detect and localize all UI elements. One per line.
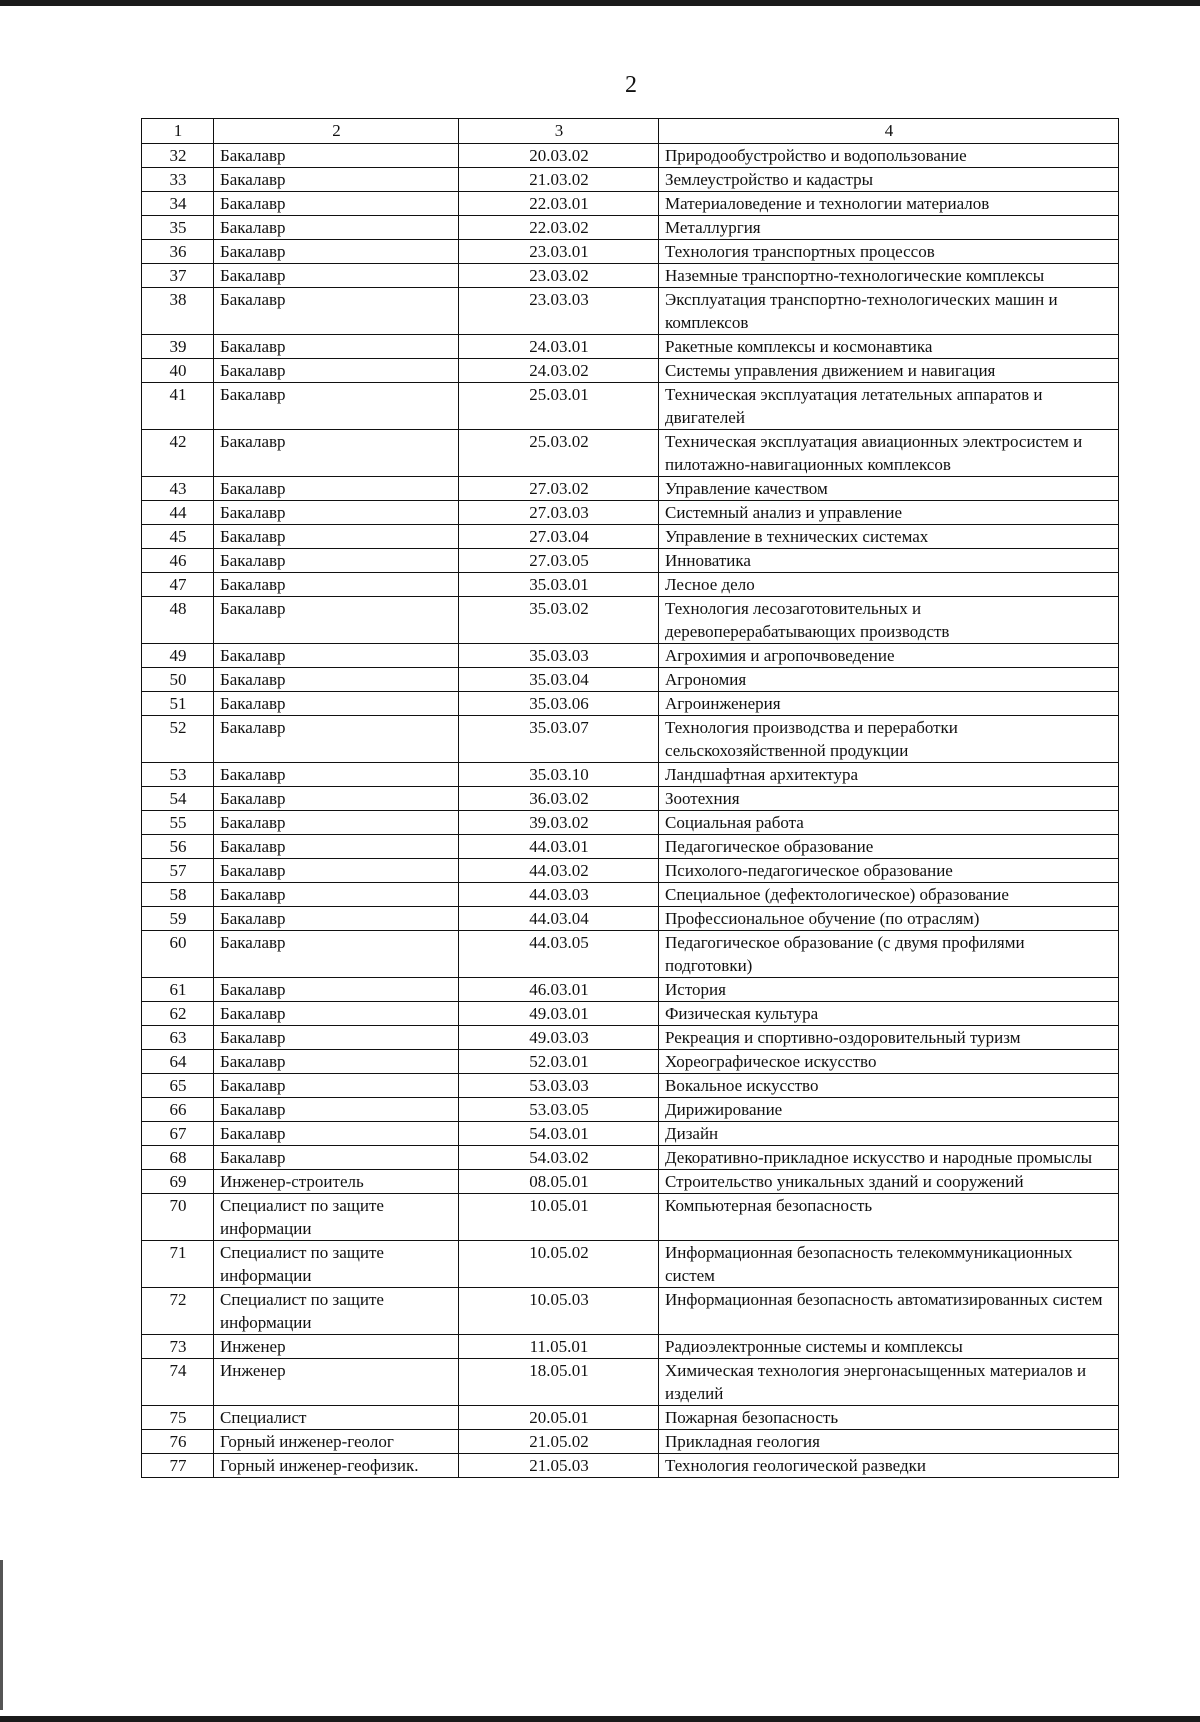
row-code: 23.03.03 bbox=[459, 288, 659, 335]
page-number: 2 bbox=[625, 72, 637, 98]
row-qualification: Инженер bbox=[214, 1359, 459, 1406]
row-qualification: Бакалавр bbox=[214, 501, 459, 525]
row-qualification: Бакалавр bbox=[214, 288, 459, 335]
table-row bbox=[142, 931, 1119, 978]
row-specialty-name: Социальная работа bbox=[659, 811, 1119, 835]
table-row bbox=[142, 644, 1119, 668]
row-qualification: Горный инженер-геофизик. bbox=[214, 1454, 459, 1478]
row-number: 46 bbox=[142, 549, 214, 573]
row-specialty-name: Радиоэлектронные системы и комплексы bbox=[659, 1335, 1119, 1359]
row-specialty-name: Материаловедение и технологии материалов bbox=[659, 192, 1119, 216]
row-number: 49 bbox=[142, 644, 214, 668]
row-code: 35.03.03 bbox=[459, 644, 659, 668]
table-row bbox=[142, 763, 1119, 787]
scan-border-top bbox=[0, 0, 1200, 6]
row-code: 27.03.04 bbox=[459, 525, 659, 549]
row-specialty-name: Педагогическое образование (с двумя профилями подготовки) bbox=[659, 931, 1119, 978]
row-number: 62 bbox=[142, 1002, 214, 1026]
row-qualification: Инженер-строитель bbox=[214, 1170, 459, 1194]
table-row bbox=[142, 168, 1119, 192]
row-qualification: Бакалавр bbox=[214, 1050, 459, 1074]
row-qualification: Бакалавр bbox=[214, 240, 459, 264]
row-code: 49.03.03 bbox=[459, 1026, 659, 1050]
row-specialty-name: Природообустройство и водопользование bbox=[659, 144, 1119, 168]
row-specialty-name: Информационная безопасность телекоммуникационных систем bbox=[659, 1241, 1119, 1288]
row-qualification: Бакалавр bbox=[214, 359, 459, 383]
table-row bbox=[142, 883, 1119, 907]
row-code: 20.03.02 bbox=[459, 144, 659, 168]
table-row bbox=[142, 1194, 1119, 1241]
table-row bbox=[142, 383, 1119, 430]
row-specialty-name: Дизайн bbox=[659, 1122, 1119, 1146]
table-row bbox=[142, 907, 1119, 931]
table-row bbox=[142, 144, 1119, 168]
row-specialty-name: Специальное (дефектологическое) образование bbox=[659, 883, 1119, 907]
specialties-table bbox=[141, 118, 1119, 1478]
row-number: 73 bbox=[142, 1335, 214, 1359]
row-specialty-name: Педагогическое образование bbox=[659, 835, 1119, 859]
row-specialty-name: Хореографическое искусство bbox=[659, 1050, 1119, 1074]
table-row bbox=[142, 1098, 1119, 1122]
row-qualification: Бакалавр bbox=[214, 168, 459, 192]
row-number: 58 bbox=[142, 883, 214, 907]
row-qualification: Бакалавр bbox=[214, 216, 459, 240]
table-row bbox=[142, 359, 1119, 383]
row-specialty-name: Дирижирование bbox=[659, 1098, 1119, 1122]
scan-border-bottom bbox=[0, 1716, 1200, 1722]
table-row bbox=[142, 1122, 1119, 1146]
table-row bbox=[142, 1170, 1119, 1194]
row-code: 36.03.02 bbox=[459, 787, 659, 811]
row-code: 49.03.01 bbox=[459, 1002, 659, 1026]
row-number: 32 bbox=[142, 144, 214, 168]
table-row bbox=[142, 1002, 1119, 1026]
row-code: 08.05.01 bbox=[459, 1170, 659, 1194]
table-row bbox=[142, 1288, 1119, 1335]
row-code: 23.03.01 bbox=[459, 240, 659, 264]
row-code: 53.03.05 bbox=[459, 1098, 659, 1122]
row-number: 38 bbox=[142, 288, 214, 335]
row-specialty-name: Системный анализ и управление bbox=[659, 501, 1119, 525]
table-row bbox=[142, 1335, 1119, 1359]
row-code: 35.03.06 bbox=[459, 692, 659, 716]
row-qualification: Бакалавр bbox=[214, 716, 459, 763]
row-code: 25.03.02 bbox=[459, 430, 659, 477]
row-specialty-name: История bbox=[659, 978, 1119, 1002]
row-qualification: Бакалавр bbox=[214, 525, 459, 549]
row-specialty-name: Лесное дело bbox=[659, 573, 1119, 597]
row-qualification: Бакалавр bbox=[214, 549, 459, 573]
row-number: 75 bbox=[142, 1406, 214, 1430]
row-number: 44 bbox=[142, 501, 214, 525]
table-header bbox=[142, 119, 1119, 144]
row-number: 57 bbox=[142, 859, 214, 883]
row-specialty-name: Управление в технических системах bbox=[659, 525, 1119, 549]
row-specialty-name: Декоративно-прикладное искусство и народные промыслы bbox=[659, 1146, 1119, 1170]
row-code: 21.05.02 bbox=[459, 1430, 659, 1454]
table-row bbox=[142, 430, 1119, 477]
row-number: 61 bbox=[142, 978, 214, 1002]
header-col-3: 3 bbox=[459, 119, 659, 144]
row-code: 27.03.03 bbox=[459, 501, 659, 525]
table-row bbox=[142, 859, 1119, 883]
row-code: 52.03.01 bbox=[459, 1050, 659, 1074]
table-row bbox=[142, 525, 1119, 549]
table-row bbox=[142, 1026, 1119, 1050]
row-specialty-name: Эксплуатация транспортно-технологических машин и комплексов bbox=[659, 288, 1119, 335]
row-code: 18.05.01 bbox=[459, 1359, 659, 1406]
row-number: 51 bbox=[142, 692, 214, 716]
row-number: 45 bbox=[142, 525, 214, 549]
row-specialty-name: Техническая эксплуатация авиационных электросистем и пилотажно-навигационных комплексов bbox=[659, 430, 1119, 477]
row-specialty-name: Технология производства и переработки сельскохозяйственной продукции bbox=[659, 716, 1119, 763]
row-qualification: Специалист по защите информации bbox=[214, 1241, 459, 1288]
row-qualification: Бакалавр bbox=[214, 931, 459, 978]
row-qualification: Бакалавр bbox=[214, 477, 459, 501]
table-row bbox=[142, 1454, 1119, 1478]
row-specialty-name: Техническая эксплуатация летательных аппаратов и двигателей bbox=[659, 383, 1119, 430]
table-row bbox=[142, 216, 1119, 240]
row-specialty-name: Агрономия bbox=[659, 668, 1119, 692]
row-code: 27.03.02 bbox=[459, 477, 659, 501]
row-number: 43 bbox=[142, 477, 214, 501]
row-number: 64 bbox=[142, 1050, 214, 1074]
row-number: 47 bbox=[142, 573, 214, 597]
row-code: 35.03.01 bbox=[459, 573, 659, 597]
table-row bbox=[142, 978, 1119, 1002]
row-code: 21.05.03 bbox=[459, 1454, 659, 1478]
row-specialty-name: Зоотехния bbox=[659, 787, 1119, 811]
row-code: 44.03.02 bbox=[459, 859, 659, 883]
row-number: 55 bbox=[142, 811, 214, 835]
row-qualification: Бакалавр bbox=[214, 859, 459, 883]
row-specialty-name: Информационная безопасность автоматизированных систем bbox=[659, 1288, 1119, 1335]
row-code: 44.03.04 bbox=[459, 907, 659, 931]
row-specialty-name: Агрохимия и агропочвоведение bbox=[659, 644, 1119, 668]
scan-border-left bbox=[0, 1560, 3, 1710]
row-number: 33 bbox=[142, 168, 214, 192]
row-code: 44.03.01 bbox=[459, 835, 659, 859]
row-specialty-name: Землеустройство и кадастры bbox=[659, 168, 1119, 192]
row-code: 54.03.01 bbox=[459, 1122, 659, 1146]
row-specialty-name: Агроинженерия bbox=[659, 692, 1119, 716]
header-col-2: 2 bbox=[214, 119, 459, 144]
table-row bbox=[142, 1146, 1119, 1170]
row-qualification: Бакалавр bbox=[214, 883, 459, 907]
row-code: 39.03.02 bbox=[459, 811, 659, 835]
row-qualification: Бакалавр bbox=[214, 573, 459, 597]
row-qualification: Бакалавр bbox=[214, 692, 459, 716]
row-code: 54.03.02 bbox=[459, 1146, 659, 1170]
row-code: 35.03.10 bbox=[459, 763, 659, 787]
row-number: 39 bbox=[142, 335, 214, 359]
row-qualification: Бакалавр bbox=[214, 1074, 459, 1098]
table-row bbox=[142, 716, 1119, 763]
row-qualification: Специалист по защите информации bbox=[214, 1194, 459, 1241]
table-row bbox=[142, 692, 1119, 716]
row-specialty-name: Управление качеством bbox=[659, 477, 1119, 501]
row-qualification: Специалист bbox=[214, 1406, 459, 1430]
row-qualification: Бакалавр bbox=[214, 383, 459, 430]
row-number: 67 bbox=[142, 1122, 214, 1146]
table-row bbox=[142, 597, 1119, 644]
row-number: 68 bbox=[142, 1146, 214, 1170]
row-code: 27.03.05 bbox=[459, 549, 659, 573]
table-row bbox=[142, 1241, 1119, 1288]
header-col-1: 1 bbox=[142, 119, 214, 144]
row-specialty-name: Психолого-педагогическое образование bbox=[659, 859, 1119, 883]
row-code: 11.05.01 bbox=[459, 1335, 659, 1359]
row-specialty-name: Технология геологической разведки bbox=[659, 1454, 1119, 1478]
row-qualification: Бакалавр bbox=[214, 1122, 459, 1146]
table-row bbox=[142, 477, 1119, 501]
row-specialty-name: Металлургия bbox=[659, 216, 1119, 240]
table-row bbox=[142, 288, 1119, 335]
row-number: 65 bbox=[142, 1074, 214, 1098]
row-number: 54 bbox=[142, 787, 214, 811]
row-code: 22.03.02 bbox=[459, 216, 659, 240]
row-specialty-name: Профессиональное обучение (по отраслям) bbox=[659, 907, 1119, 931]
row-qualification: Бакалавр bbox=[214, 1026, 459, 1050]
row-qualification: Бакалавр bbox=[214, 1146, 459, 1170]
row-number: 36 bbox=[142, 240, 214, 264]
table-row bbox=[142, 1359, 1119, 1406]
row-qualification: Бакалавр bbox=[214, 264, 459, 288]
row-specialty-name: Инноватика bbox=[659, 549, 1119, 573]
table-row bbox=[142, 264, 1119, 288]
row-qualification: Бакалавр bbox=[214, 597, 459, 644]
row-number: 56 bbox=[142, 835, 214, 859]
row-number: 52 bbox=[142, 716, 214, 763]
row-number: 40 bbox=[142, 359, 214, 383]
row-qualification: Специалист по защите информации bbox=[214, 1288, 459, 1335]
row-qualification: Бакалавр bbox=[214, 907, 459, 931]
row-number: 76 bbox=[142, 1430, 214, 1454]
table-row bbox=[142, 1074, 1119, 1098]
row-code: 35.03.07 bbox=[459, 716, 659, 763]
row-number: 72 bbox=[142, 1288, 214, 1335]
row-specialty-name: Ландшафтная архитектура bbox=[659, 763, 1119, 787]
row-qualification: Бакалавр bbox=[214, 763, 459, 787]
table-row bbox=[142, 1406, 1119, 1430]
row-code: 24.03.01 bbox=[459, 335, 659, 359]
row-code: 10.05.02 bbox=[459, 1241, 659, 1288]
row-specialty-name: Пожарная безопасность bbox=[659, 1406, 1119, 1430]
row-qualification: Бакалавр bbox=[214, 978, 459, 1002]
row-code: 22.03.01 bbox=[459, 192, 659, 216]
row-specialty-name: Рекреация и спортивно-оздоровительный туризм bbox=[659, 1026, 1119, 1050]
row-number: 77 bbox=[142, 1454, 214, 1478]
row-code: 24.03.02 bbox=[459, 359, 659, 383]
row-specialty-name: Системы управления движением и навигация bbox=[659, 359, 1119, 383]
row-code: 10.05.01 bbox=[459, 1194, 659, 1241]
row-specialty-name: Строительство уникальных зданий и сооружений bbox=[659, 1170, 1119, 1194]
row-number: 34 bbox=[142, 192, 214, 216]
row-specialty-name: Ракетные комплексы и космонавтика bbox=[659, 335, 1119, 359]
row-specialty-name: Вокальное искусство bbox=[659, 1074, 1119, 1098]
table-row bbox=[142, 240, 1119, 264]
row-number: 63 bbox=[142, 1026, 214, 1050]
row-number: 53 bbox=[142, 763, 214, 787]
row-code: 46.03.01 bbox=[459, 978, 659, 1002]
row-number: 60 bbox=[142, 931, 214, 978]
row-code: 23.03.02 bbox=[459, 264, 659, 288]
table-row bbox=[142, 335, 1119, 359]
row-number: 66 bbox=[142, 1098, 214, 1122]
row-code: 35.03.02 bbox=[459, 597, 659, 644]
row-specialty-name: Наземные транспортно-технологические комплексы bbox=[659, 264, 1119, 288]
table-row bbox=[142, 549, 1119, 573]
table-row bbox=[142, 1050, 1119, 1074]
row-number: 69 bbox=[142, 1170, 214, 1194]
row-specialty-name: Химическая технология энергонасыщенных материалов и изделий bbox=[659, 1359, 1119, 1406]
row-specialty-name: Технология лесозаготовительных и деревоперерабатывающих производств bbox=[659, 597, 1119, 644]
table-row bbox=[142, 787, 1119, 811]
row-number: 42 bbox=[142, 430, 214, 477]
row-qualification: Бакалавр bbox=[214, 644, 459, 668]
table-row bbox=[142, 668, 1119, 692]
row-qualification: Бакалавр bbox=[214, 835, 459, 859]
row-qualification: Бакалавр bbox=[214, 335, 459, 359]
table-header-row bbox=[142, 119, 1119, 144]
row-code: 44.03.05 bbox=[459, 931, 659, 978]
row-code: 44.03.03 bbox=[459, 883, 659, 907]
row-number: 37 bbox=[142, 264, 214, 288]
row-specialty-name: Технология транспортных процессов bbox=[659, 240, 1119, 264]
row-qualification: Инженер bbox=[214, 1335, 459, 1359]
row-number: 74 bbox=[142, 1359, 214, 1406]
row-code: 20.05.01 bbox=[459, 1406, 659, 1430]
row-qualification: Горный инженер-геолог bbox=[214, 1430, 459, 1454]
row-qualification: Бакалавр bbox=[214, 1098, 459, 1122]
row-qualification: Бакалавр bbox=[214, 144, 459, 168]
header-col-4: 4 bbox=[659, 119, 1119, 144]
row-code: 10.05.03 bbox=[459, 1288, 659, 1335]
row-number: 59 bbox=[142, 907, 214, 931]
row-number: 41 bbox=[142, 383, 214, 430]
row-qualification: Бакалавр bbox=[214, 1002, 459, 1026]
table-row bbox=[142, 573, 1119, 597]
row-qualification: Бакалавр bbox=[214, 668, 459, 692]
row-number: 50 bbox=[142, 668, 214, 692]
table-body bbox=[142, 144, 1119, 1478]
row-number: 70 bbox=[142, 1194, 214, 1241]
row-number: 48 bbox=[142, 597, 214, 644]
row-specialty-name: Компьютерная безопасность bbox=[659, 1194, 1119, 1241]
row-qualification: Бакалавр bbox=[214, 430, 459, 477]
row-specialty-name: Прикладная геология bbox=[659, 1430, 1119, 1454]
row-code: 53.03.03 bbox=[459, 1074, 659, 1098]
row-qualification: Бакалавр bbox=[214, 787, 459, 811]
row-code: 21.03.02 bbox=[459, 168, 659, 192]
row-qualification: Бакалавр bbox=[214, 811, 459, 835]
row-qualification: Бакалавр bbox=[214, 192, 459, 216]
row-code: 35.03.04 bbox=[459, 668, 659, 692]
row-number: 35 bbox=[142, 216, 214, 240]
table-row bbox=[142, 501, 1119, 525]
row-code: 25.03.01 bbox=[459, 383, 659, 430]
row-number: 71 bbox=[142, 1241, 214, 1288]
row-specialty-name: Физическая культура bbox=[659, 1002, 1119, 1026]
table-row bbox=[142, 1430, 1119, 1454]
table-row bbox=[142, 192, 1119, 216]
table-row bbox=[142, 835, 1119, 859]
table-row bbox=[142, 811, 1119, 835]
